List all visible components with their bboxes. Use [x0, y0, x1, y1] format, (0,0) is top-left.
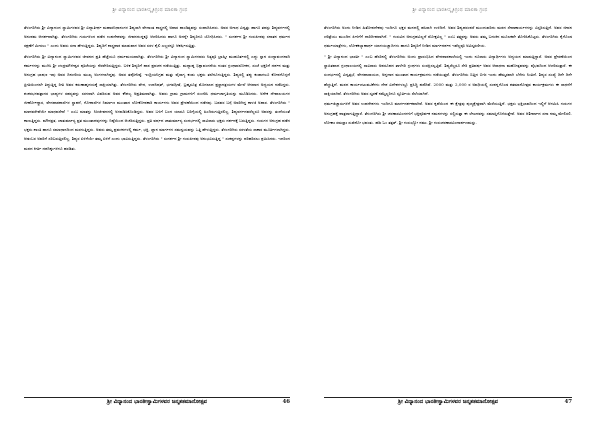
footer-title: ಶ್ರೀ ವಿದ್ಯಾನಂದ ಭಾರತೀಸ್ವಾಮಿಗಳವರ ಜನ್ಮಶತಮಾನೋತ್ಸವ	[398, 399, 498, 405]
running-header: ಶ್ರೀ ವಿದ್ಯಾನಂದ ಭಾರತೀಸ್ಮೃತಿಗ್ರಂಥ ಮಾಲಿಕಾ ಗ್ರಂಥ	[112, 8, 188, 13]
right-page	[306, 0, 594, 424]
left-page	[6, 0, 294, 424]
paragraph: " ಶ್ರೀ ವಿದ್ಯಾನಂದ ಭಾರತೀ " ಎಂಬ ಹೆಸರಿನಲ್ಲಿ ತೆಳಂಗರಿಗಿರು ಅಂದು ಪ್ರಾರಂಭಿಸಿದ ವೇದಪಾಠಶಾಲೆಯಲ್ಲಿ ಇಂದು ನೂರಾರು ವಿದ್ಯಾರ್ಥಿಗಳು ಅಧ್ಯಯನ ಮಾಡುತ್ತಿದ್ದಾರೆ. ಅವರ ಪ್ರೇರಣೆಯಿಂದ ಸ್ಥಾಪಿತವಾದ ಗ್ರಂಥಾಲಯದಲ್ಲಿ ಸಾವಿರಾರು ಅಪರೂಪದ ತಾಳೆಗರಿ ಗ್ರಂಥಗಳು ಸಂರಕ್ಷಿಸಲ್ಪಟ್ಟಿವೆ. ಶಿಷ್ಯರೆಲ್ಲರೂ ಸೇರಿ ಪ್ರತಿವರ್ಷ ಅವರ ಆರಾಧನಾ ಮಹೋತ್ಸವವನ್ನು ವೈಭವದಿಂದ ಆಚರಿಸುತ್ತಾರೆ. ಈ ಸಂದರ್ಭದಲ್ಲಿ ವಿದ್ವತ್ಸಭೆ, ವೇದಪಾರಾಯಣ, ಅನ್ನದಾನ ಮುಂತಾದ ಕಾರ್ಯಕ್ರಮಗಳು ನಡೆಯುತ್ತವೆ. ತೆಳಂಗರಿಗಿರು ಬಿತ್ತಿದ ಬೀಜ ಇಂದು ಹೆಮ್ಮರವಾಗಿ ಬೆಳೆದು ನಿಂತಿದೆ. ಶಿಷ್ಯರ ಸಂಖ್ಯೆ ದಿನೇ ದಿನೇ ಹೆಚ್ಚುತ್ತಿದೆ. ಮಠದ ಕಾರ್ಯಚಟುವಟಿಕೆಗಳು ದೇಶ ವಿದೇಶಗಳಲ್ಲೂ ಪ್ರಸಿದ್ಧಿ ಪಡೆದಿವೆ. 2000 ಮತ್ತು 2,000 ರ ಅವಧಿಯಲ್ಲಿ ಸಂಪನ್ನಗೊಂಡ ಶತಮಾನೋತ್ಸವ ಕಾರ್ಯಕ್ರಮಗಳು ಈ ಸಾಧನೆಗೆ ಸಾಕ್ಷಿಯಾಗಿವೆ. ತೆಳಂಗರಿಗಿರು ಅವರ ಸ್ಮರಣೆ ನಮ್ಮೆಲ್ಲರಿಗೂ ಸ್ಫೂರ್ತಿಯ ಸೆಲೆಯಾಗಿದೆ.	[324, 54, 572, 96]
paragraph: ಧರ್ಮಜಿಜ್ಞಾಸುಗಳಿಗೆ ಅವರ ಉಪದೇಶಗಳು ಇಂದಿಗೂ ಮಾರ್ಗದರ್ಶಕವಾಗಿವೆ. ಅವರ ಕೃಪೆಯಿಂದ ಈ ಕ್ಷೇತ್ರವು ಪುಣ್ಯಕ್ಷೇತ್ರವಾಗಿ ಮೆರೆಯುತ್ತಿದೆ. ಭಕ್ತರು ಭಕ್ತಿಭಾವದಿಂದ ಇಲ್ಲಿಗೆ ಆಗಮಿಸಿ ಗುರುಗಳ ಅನುಗ್ರಹಕ್ಕೆ ಪಾತ್ರರಾಗುತ್ತಿದ್ದಾರೆ. ತೆಳಂಗರಿಗಿರು ಶ್ರೀ ಚರಣಾರವಿಂದಗಳಿಗೆ ಭಕ್ತಿಪೂರ್ವಕ ನಮನಗಳನ್ನು ಸಲ್ಲಿಸುತ್ತಾ ಈ ಲೇಖನವನ್ನು ಸಮಾಪ್ತಿಗೊಳಿಸುತ್ತೇವೆ. ಅವರ ಆಶೀರ್ವಾದ ಸದಾ ನಮ್ಮ ಮೇಲಿರಲಿ. ಲೋಕಾಃ ಸಮಸ್ತಾಃ ಸುಖಿನೋ ಭವಂತು. ಹರಿಃ ಓಂ ತತ್ಸತ್. ಶ್ರೀ ಗುರುಭ್ಯೋ ನಮಃ. ಶ್ರೀ ಗುರುಚರಣಾರವಿಂದಾರ್ಪಣಮಸ್ತು.	[324, 101, 572, 125]
page-footer	[24, 399, 290, 409]
paragraph: ತೆಳಂಗರಿಗಿರು ಶ್ರೀ ವಿದ್ಯಾನಂದ ಸ್ವಾಮಿಗಳವರ ಜೀವನದ ಪ್ರತಿ ಹೆಜ್ಜೆಯೂ ಧರ್ಮಮಯವಾಗಿತ್ತು. ತೆಳಂಗರಿಗಿರು ಶ್ರೀ ವಿದ್ಯಾನಂದ ಸ್ವಾಮಿಗಳವರು ನಿತ್ಯವೂ ಬ್ರಾಹ್ಮೀ ಮುಹೂರ್ತದಲ್ಲಿ ಎದ್ದು ಸ್ನಾನ ಸಂಧ್ಯಾವಂದನಾದಿ ಕರ್ಮಗಳನ್ನು ಮುಗಿಸಿ ಶ್ರೀ ಚಂದ್ರಮೌಳೀಶ್ವರ ಪೂಜೆಯನ್ನು ನೆರವೇರಿಸುತ್ತಿದ್ದರು. ಬಳಿಕ ಶಿಷ್ಯರಿಗೆ ಪಾಠ ಪ್ರವಚನ ನಡೆಯುತ್ತಿತ್ತು. ಮಧ್ಯಾಹ್ನ ಭಿಕ್ಷಾವಂದನೆಯ ನಂತರ ಗ್ರಂಥಾವಲೋಕನ, ಸಂಜೆ ಭಕ್ತರಿಗೆ ದರ್ಶನ ಮತ್ತು ಅನುಗ್ರಹ ಭಾಷಣ ಇವು ಅವರ ದಿನಚರಿಯ ಮುಖ್ಯ ಅಂಗಗಳಾಗಿದ್ದವು. ಅವರ ತಪೋನಿಷ್ಠೆ, ಇಂದ್ರಿಯನಿಗ್ರಹ ಮತ್ತು ವೈರಾಗ್ಯ ಕಂಡು ಭಕ್ತರು ತಲೆದೂಗುತ್ತಿದ್ದರು. ಶಿಷ್ಯರಲ್ಲಿ ತಪ್ಪು ಕಂಡಾಗಲೂ ಕೋಪಗೊಳ್ಳದೆ ಪ್ರೀತಿಯಿಂದಲೇ ತಿದ್ದುತ್ತಿದ್ದ ರೀತಿ ಅವರ ಕರುಣಾಹೃದಯಕ್ಕೆ ಸಾಕ್ಷಿಯಾಗಿತ್ತು. ತೆಳಂಗರಿಗಿರು ವೇದ, ಉಪನಿಷತ್, ಭಗವದ್ಗೀತೆ, ಬ್ರಹ್ಮಸೂತ್ರ ಮೊದಲಾದ ಪ್ರಸ್ಥಾನತ್ರಯಗಳ ಮೇಲೆ ಆಳವಾದ ಅಧ್ಯಯನ ನಡೆಸಿದ್ದರು. ಶಂಕರಭಗವತ್ಪಾದರ ಭಾಷ್ಯಗಳ ರಹಸ್ಯವನ್ನು ಸರಳವಾಗಿ ವಿವರಿಸುವ ಅವರ ಕೌಶಲ್ಯ ಅಪ್ರತಿಮವಾಗಿತ್ತು. ಅವರು ಗ್ರಾಮ ಗ್ರಾಮಗಳಿಗೆ ಸಂಚರಿಸಿ ಧರ್ಮಜಾಗೃತಿಯನ್ನು ಮೂಡಿಸಿದರು. ಅನೇಕ ದೇವಾಲಯಗಳ ಜೀರ್ಣೋದ್ಧಾರ, ವೇದಪಾಠಶಾಲೆಗಳ ಸ್ಥಾಪನೆ, ಗೋಶಾಲೆಗಳ ನಿರ್ಮಾಣ ಮುಂತಾದ ಲೋಕೋಪಕಾರಿ ಕಾರ್ಯಗಳು ಅವರ ಪ್ರೇರಣೆಯಿಂದ ನಡೆದವು. ಬಡವರ ಬಗ್ಗೆ ಅವರಿಗಿದ್ದ ಕಾಳಜಿ ಅಪಾರ. ತೆಳಂಗರಿಗಿರು " ಮಾನವಸೇವೆಯೇ ಮಾಧವಸೇವೆ " ಎಂಬ ಮಾತನ್ನು ನಿಜಜೀವನದಲ್ಲಿ ಅಳವಡಿಸಿಕೊಂಡಿದ್ದರು. ಅವರ ಬಳಿಗೆ ಬಂದ ಯಾರೂ ಬರಿಗೈಯಲ್ಲಿ ಹಿಂದಿರುಗುತ್ತಿರಲಿಲ್ಲ. ಶಿಷ್ಯವರ್ಗದವರೆಲ್ಲರೂ ಅವರನ್ನು ತಂದೆಯಂತೆ ಕಾಣುತ್ತಿದ್ದರು. ಮೌನವ್ರತ, ಚಾತುರ್ಮಾಸ್ಯ ವ್ರತ ಮುಂತಾದವುಗಳನ್ನು ನಿಷ್ಠೆಯಿಂದ ಆಚರಿಸುತ್ತಿದ್ದರು. ಪ್ರತಿ ವರ್ಷದ ಚಾತುರ್ಮಾಸ್ಯ ಸಂದರ್ಭದಲ್ಲಿ ಸಾವಿರಾರು ಭಕ್ತರು ದರ್ಶನಕ್ಕೆ ಬರುತ್ತಿದ್ದರು. ಗುರುಗಳ ಅನುಗ್ರಹ ಪಡೆದ ಭಕ್ತರು ಶಾಂತಿ ಹಾಗೂ ಸಮಾಧಾನದಿಂದ ಮರಳುತ್ತಿದ್ದರು. ಅವರು ತಮ್ಮ ಪ್ರವಚನಗಳಲ್ಲಿ ಕರ್ಮ, ಭಕ್ತಿ, ಜ್ಞಾನ ಮಾರ್ಗಗಳ ಸಮನ್ವಯವನ್ನು ಒತ್ತಿ ಹೇಳುತ್ತಿದ್ದರು. ತೆಳಂಗರಿಗಿರು ಸರಳತೆಯ ಸಾಕಾರ ಮೂರ್ತಿಗಳಾಗಿದ್ದರು. ಆಡಂಬರ ಅವರಿಗೆ ಸರಿಬರುತ್ತಿರಲಿಲ್ಲ. ಶಿಷ್ಯರ ಏಳಿಗೆಯೇ ತಮ್ಮ ಏಳಿಗೆ ಎಂದು ಭಾವಿಸುತ್ತಿದ್ದರು. ತೆಳಂಗರಿಗಿರು " ಸುದರ್ಶನ ಶ್ರೀ ಗುರುಪೀಠವು ಅನುಭವಿಸುತ್ತಿದ್ದ " ಸಂಕಷ್ಟಗಳನ್ನು ಪರಿಹರಿಸಲು ಶ್ರಮಿಸಿದರು. ಇದರಿಂದ ಮಠದ ಕೀರ್ತಿ ದಶದಿಕ್ಕುಗಳಿಗೂ ಹರಡಿತು.	[24, 54, 290, 151]
paragraph: ತೆಳಂಗರಿಗಿರು ಅಂದು ನೀಡಿದ ಹಿತೋಪದೇಶವು ಇಂದಿಗೂ ಭಕ್ತರ ಮನದಲ್ಲಿ ಹಸಿರಾಗಿ ಉಳಿದಿದೆ. ಅವರ ಶಿಷ್ಯಪರಂಪರೆ ಮುಂದುವರಿದು ಮಠದ ಸೇವಾಕಾರ್ಯಗಳನ್ನು ವಿಸ್ತರಿಸುತ್ತಿದೆ. ಅವರ ಜೀವನ ಚರಿತ್ರೆಯು ಮುಂದಿನ ಪೀಳಿಗೆಗೆ ದಾರಿದೀಪವಾಗಿದೆ. " ಗುರುವಿನ ಅನುಗ್ರಹವಿಲ್ಲದೆ ಮೋಕ್ಷವಿಲ್ಲ " ಎಂಬ ತತ್ತ್ವವನ್ನು ಅವರು ತಮ್ಮ ಬದುಕಿನ ಮೂಲಕವೇ ತೋರಿಸಿಕೊಟ್ಟರು. ತೆಳಂಗರಿಗಿರು ಕೈಗೊಂಡ ಧರ್ಮಯಾತ್ರೆಗಳು, ಲೋಕಕಲ್ಯಾಣಾರ್ಥ ಯಾಗಯಜ್ಞಾದಿಗಳು ಹಾಗೂ ಶಿಷ್ಯರಿಗೆ ನೀಡಿದ ಮಾರ್ಗದರ್ಶನ ಇವೆಲ್ಲವೂ ಅವಿಸ್ಮರಣೀಯ.	[324, 25, 572, 49]
page-body	[324, 23, 572, 396]
page-body	[24, 23, 290, 396]
running-header: ಶ್ರೀ ವಿದ್ಯಾನಂದ ಭಾರತೀಸ್ಮೃತಿಗ್ರಂಥ ಮಾಲಿಕಾ ಗ್ರಂಥ	[412, 8, 488, 13]
footer-title: ಶ್ರೀ ವಿದ್ಯಾನಂದ ಭಾರತೀಸ್ವಾಮಿಗಳವರ ಜನ್ಮಶತಮಾನೋತ್ಸವ	[107, 399, 207, 405]
page-number: 47	[564, 399, 572, 405]
footer-rule	[24, 397, 290, 398]
footer-rule	[324, 397, 572, 398]
page-footer	[324, 399, 572, 409]
paragraph: ತೆಳಂಗರಿಗಿರು ಶ್ರೀ ವಿದ್ಯಾನಂದ ಸ್ವಾಮಿಗಳವರ ಶ್ರೀ ವಿದ್ಯಾತೀರ್ಥ ಮಹಾಸನಿಧಾನಂಗಳ ಶಿಷ್ಯರಾಗಿ ವೇದಾಂತ ಶಾಸ್ತ್ರದಲ್ಲಿ ಅಪಾರ ಪಾಂಡಿತ್ಯವನ್ನು ಸಂಪಾದಿಸಿದರು. ಅವರ ಅಗಾಧ ವಿದ್ವತ್ತು ಹಾಗೂ ತಪಸ್ಸು ಶಿಷ್ಯವರ್ಗದಲ್ಲಿ ಅನುಪಮ ಆದರ್ಶವಾಗಿತ್ತು. ತೆಳಂಗರಿಗಿರು ಗುರುಗಳಿಂದ ಪಡೆದ ಉಪದೇಶವನ್ನು ಜೀವನದುದ್ದಕ್ಕೂ ಆಚರಿಸಿದರು ಹಾಗೂ ಅದನ್ನೇ ಶಿಷ್ಯರಿಗೂ ಬೋಧಿಸಿದರು. " ಸುದರ್ಶನ ಶ್ರೀ ಗುರುಪೀಠವು ಸನಾತನ ಧರ್ಮದ ರಕ್ಷಣೆಗೆ ಮೀಸಲು " ಎಂದು ಅವರು ಸದಾ ಹೇಳುತ್ತಿದ್ದರು. ಶಿಷ್ಯರಿಗೆ ಶಾಸ್ತ್ರಪಾಠ ಮಾಡುವಾಗ ಅವರ ಸರಳ ಶೈಲಿ ಎಲ್ಲರನ್ನೂ ಆಕರ್ಷಿಸುತ್ತಿತ್ತು.	[24, 25, 290, 49]
page-number: 46	[282, 399, 290, 405]
